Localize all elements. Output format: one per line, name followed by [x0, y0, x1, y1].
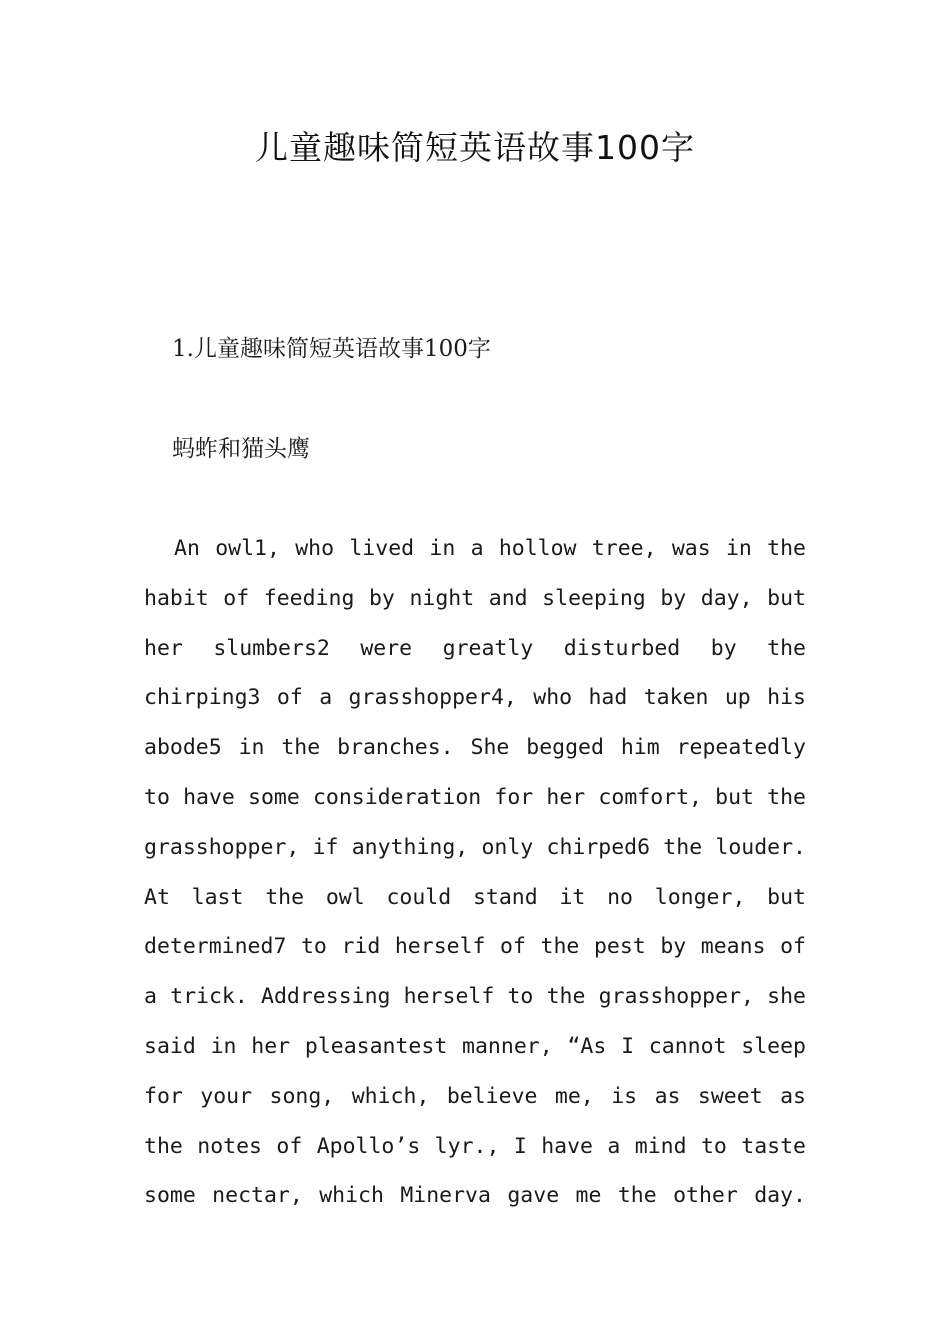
story-title: 蚂蚱和猫头鹰 — [172, 436, 310, 462]
body-line: to have some consideration for her comfort, but the — [144, 784, 806, 810]
body-line: determined7 to rid herself of the pest by means of — [144, 934, 806, 960]
body-line: the notes of Apollo’s lyr., I have a mind to taste — [144, 1133, 806, 1159]
body-line: abode5 in the branches. She begged him repeatedly — [144, 735, 806, 761]
body-line: some nectar, which Minerva gave me the other day. — [144, 1183, 806, 1209]
section-heading: 1.儿童趣味简短英语故事100字 — [172, 336, 491, 362]
story-body — [144, 524, 806, 1221]
body-line: for your song, which, believe me, is as sweet as — [144, 1083, 806, 1109]
body-line: a trick. Addressing herself to the grasshopper, she — [144, 984, 806, 1010]
body-line: At last the owl could stand it no longer, but — [144, 884, 806, 910]
body-line: habit of feeding by night and sleeping by day, but — [144, 585, 806, 611]
body-line: chirping3 of a grasshopper4, who had taken up his — [144, 685, 806, 711]
body-line: said in her pleasantest manner, “As I cannot sleep — [144, 1033, 806, 1059]
document-title: 儿童趣味简短英语故事100字 — [255, 128, 695, 167]
body-line: An owl1, who lived in a hollow tree, was in the — [174, 536, 806, 561]
body-line: grasshopper, if anything, only chirped6 the louder. — [144, 834, 806, 860]
body-line: her slumbers2 were greatly disturbed by the — [144, 635, 806, 661]
